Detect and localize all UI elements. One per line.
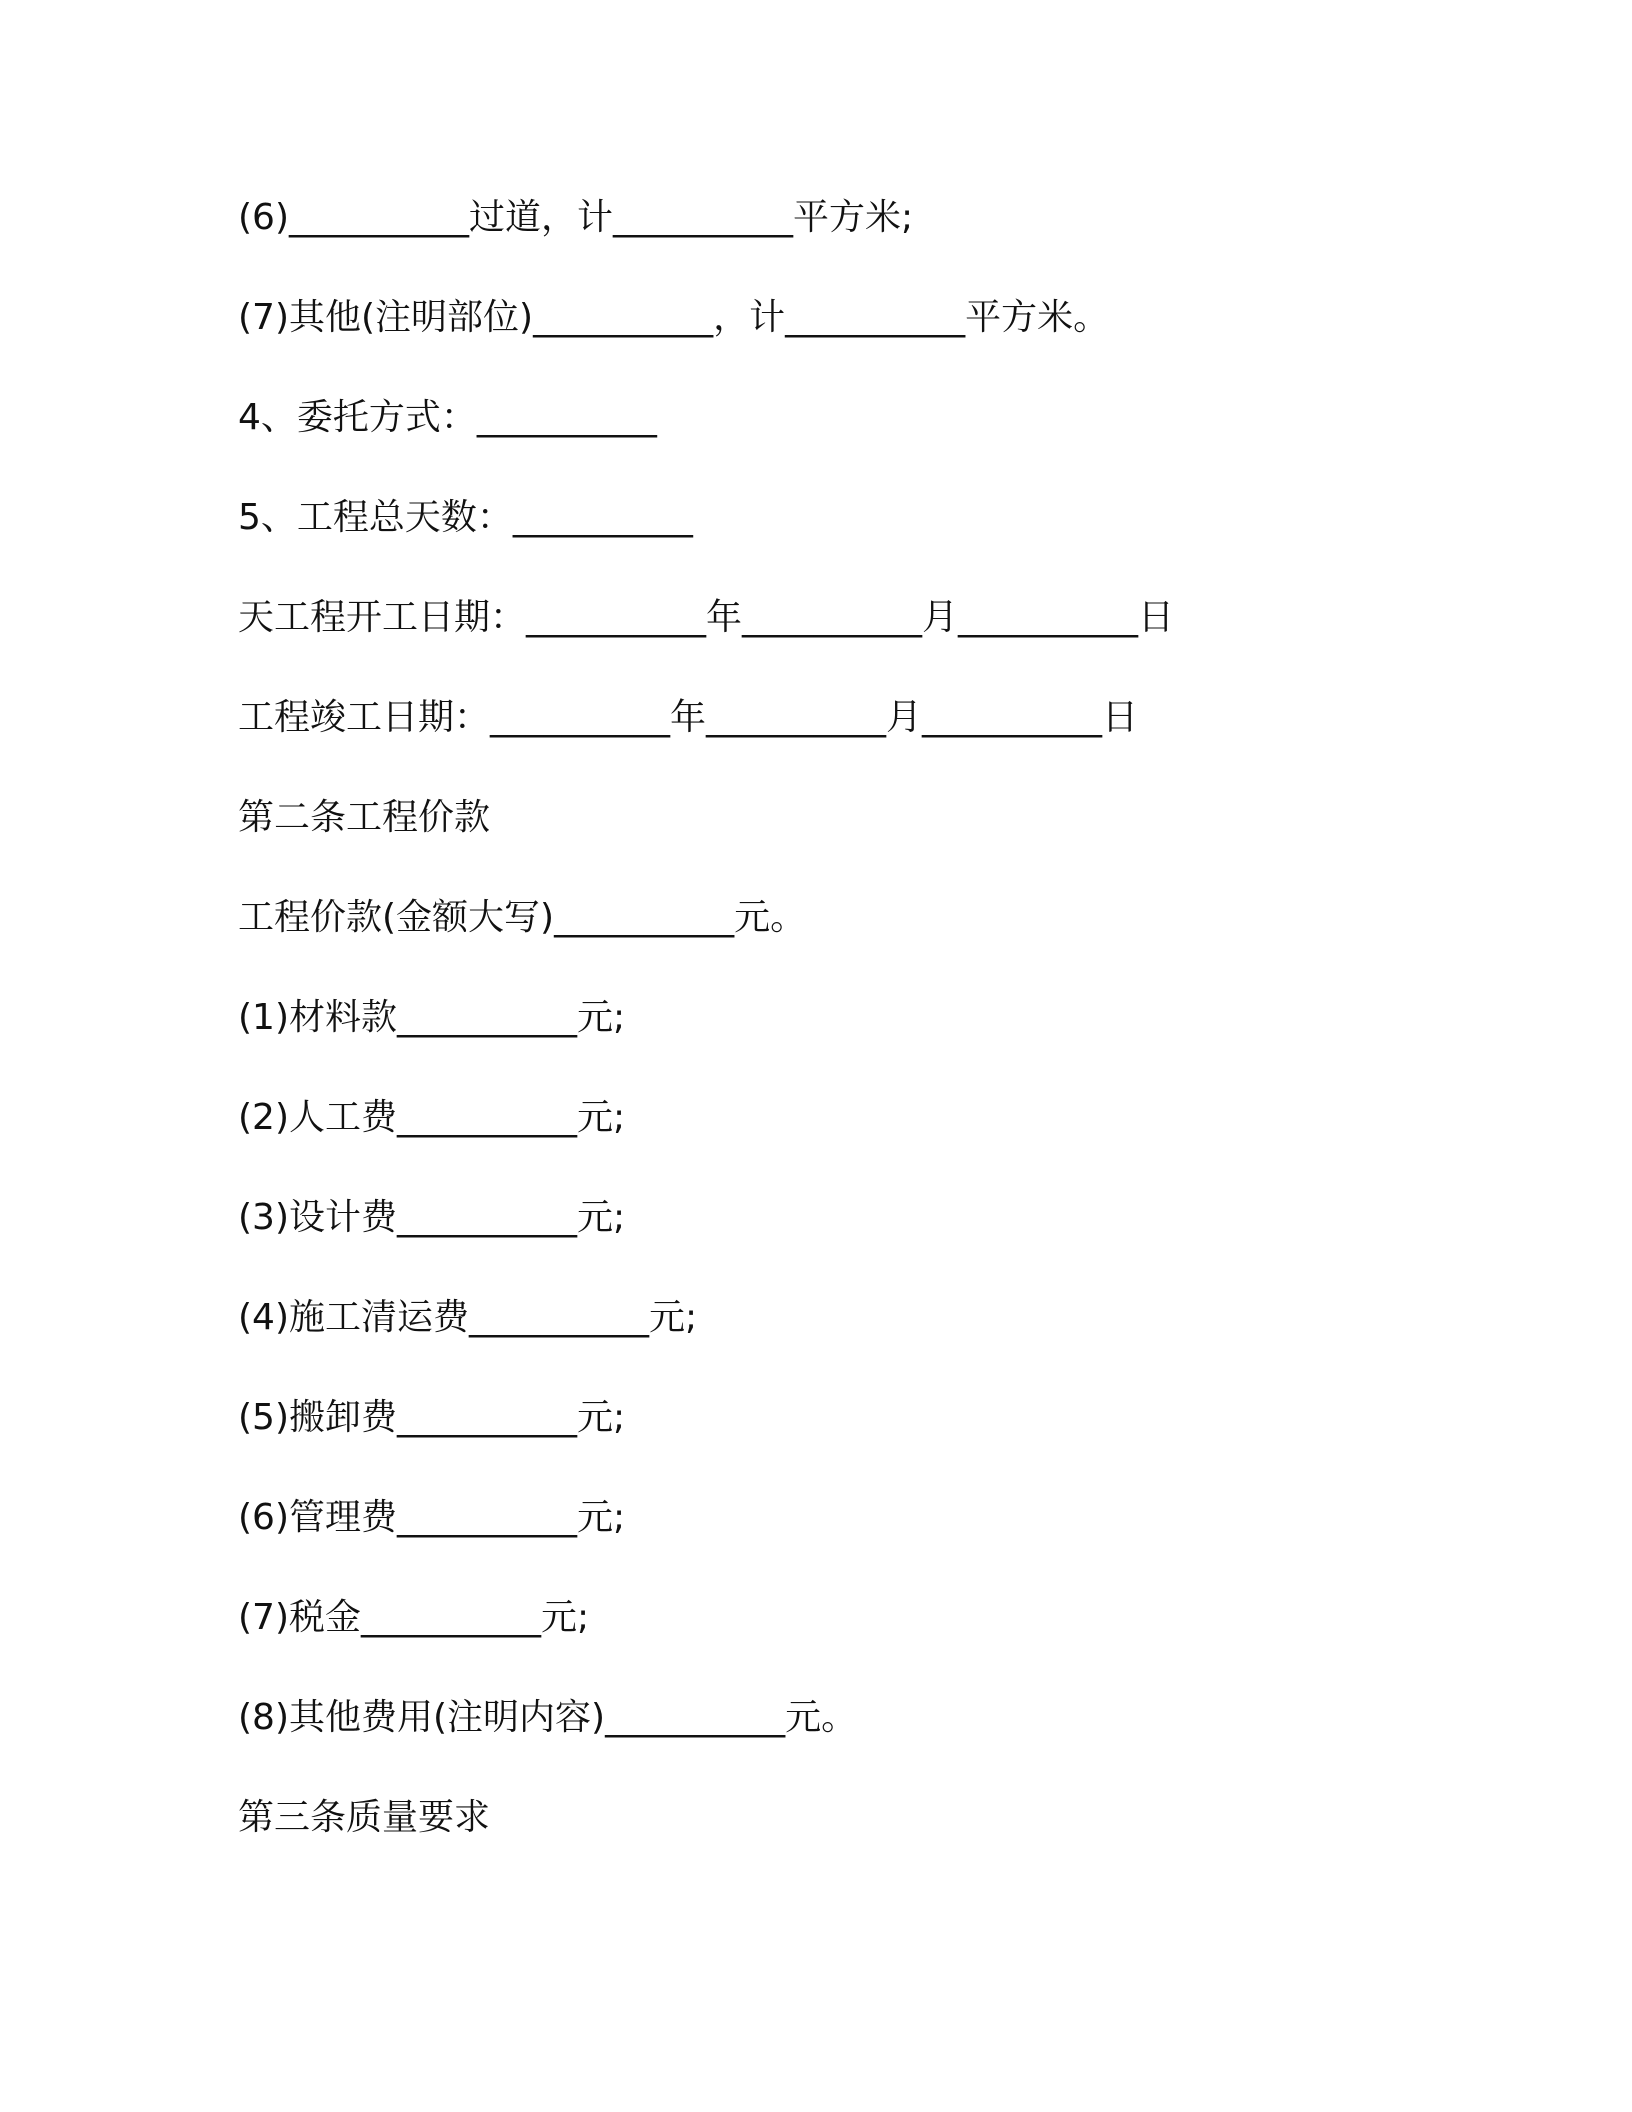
section-heading-quality: 第三条质量要求 <box>238 1797 491 1838</box>
cost-item-materials: (1)材料款__________元; <box>238 997 626 1038</box>
completion-date-line: 工程竣工日期：__________年__________月__________日 <box>238 697 1139 738</box>
cost-item-management: (6)管理费__________元; <box>238 1497 626 1538</box>
cost-item-tax: (7)税金__________元; <box>238 1597 590 1638</box>
cost-item-other: (8)其他费用(注明内容)__________元。 <box>238 1697 858 1738</box>
item-6-corridor-area: (6)__________过道，计__________平方米; <box>238 197 914 238</box>
cost-item-cleanup: (4)施工清运费__________元; <box>238 1297 698 1338</box>
item-7-other-area: (7)其他(注明部位)__________，计__________平方米。 <box>238 297 1110 338</box>
price-amount-in-words: 工程价款(金额大写)__________元。 <box>238 897 807 938</box>
commission-method: 4、委托方式：__________ <box>238 397 657 438</box>
cost-item-moving: (5)搬卸费__________元; <box>238 1397 626 1438</box>
cost-item-design: (3)设计费__________元; <box>238 1197 626 1238</box>
start-date-line: 天工程开工日期：__________年__________月__________日 <box>238 597 1175 638</box>
section-heading-price: 第二条工程价款 <box>238 797 491 838</box>
cost-item-labor: (2)人工费__________元; <box>238 1097 626 1138</box>
total-project-days: 5、工程总天数：__________ <box>238 497 693 538</box>
